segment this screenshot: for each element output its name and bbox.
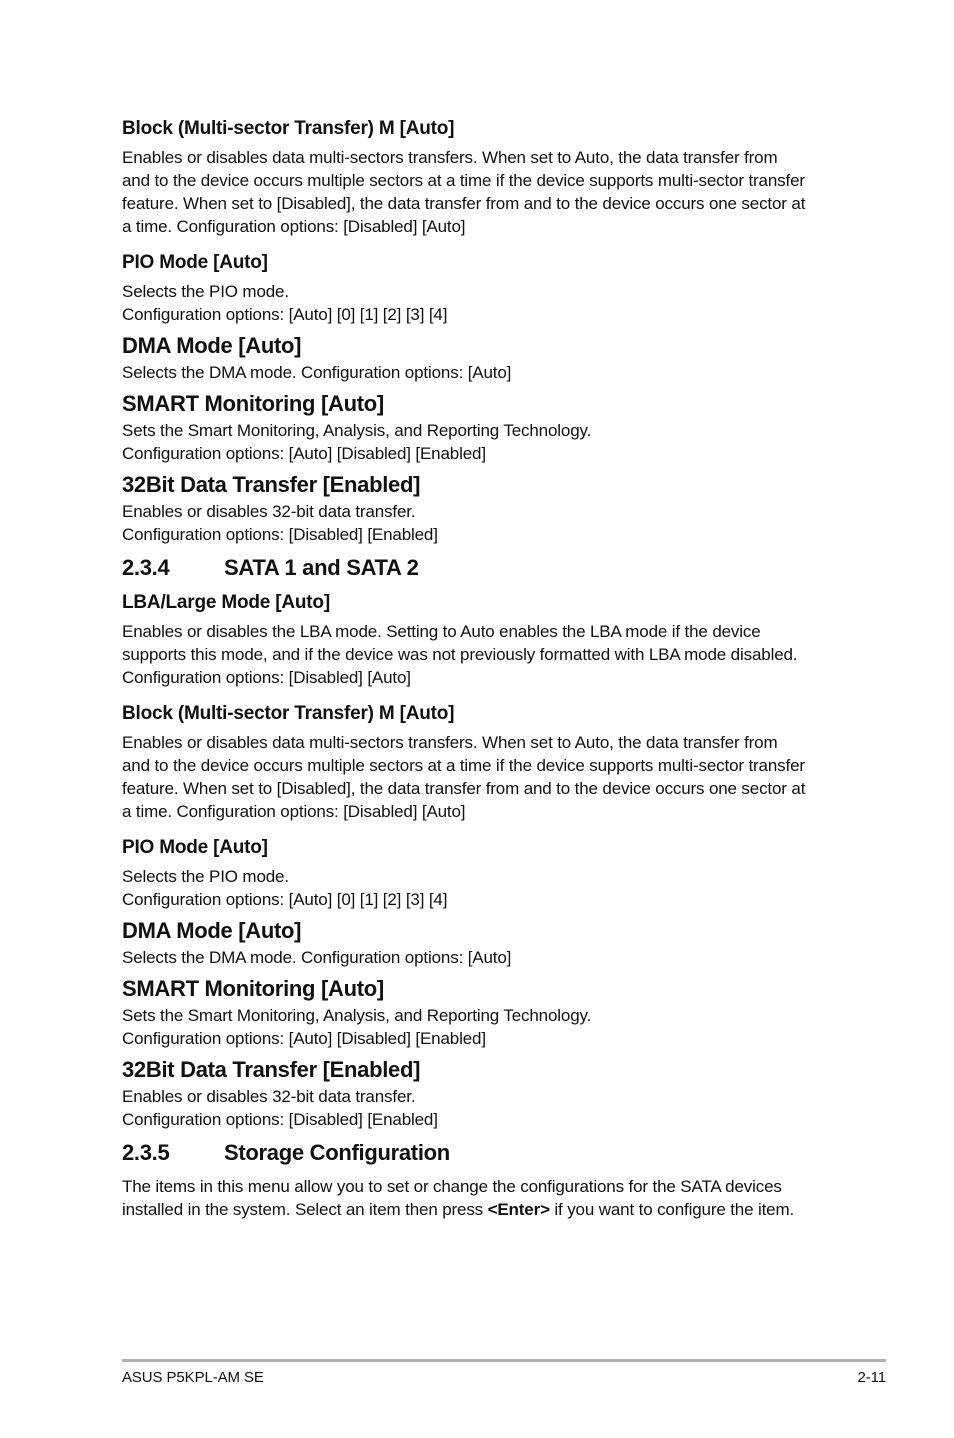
text-line (122, 1198, 842, 1221)
text-line: Selects the PIO mode. (122, 867, 289, 886)
text-line: Selects the DMA mode. Configuration options: [Auto] (122, 948, 512, 967)
text-line: Enables or disables data multi-sectors transfers. When set to Auto, the data transfer from (122, 733, 778, 752)
section-heading (122, 554, 842, 582)
item-description (122, 146, 842, 238)
text-line: Selects the PIO mode. (122, 282, 289, 301)
item-heading: DMA Mode [Auto] (122, 333, 302, 358)
item-heading: Block (Multi-sector Transfer) M [Auto] (122, 118, 455, 139)
text-line: Configuration options: [Auto] [0] [1] [2] [3] [4] (122, 890, 448, 909)
text-line: supports this mode, and if the device was not previously formatted with LBA mode disabled. (122, 645, 798, 664)
text-fragment: installed in the system. Select an item then press (122, 1200, 488, 1219)
item-description (122, 1085, 842, 1131)
item-heading: PIO Mode [Auto] (122, 252, 268, 273)
item-description (122, 280, 842, 326)
footer-product-name: ASUS P5KPL-AM SE (122, 1369, 264, 1386)
section-heading (122, 1139, 842, 1167)
text-line: Configuration options: [Disabled] [Auto] (122, 668, 411, 687)
text-line: Configuration options: [Disabled] [Enabled] (122, 1110, 438, 1129)
page-content (122, 116, 842, 1221)
text-line: Enables or disables the LBA mode. Setting to Auto enables the LBA mode if the device (122, 622, 761, 641)
item-description (122, 1004, 842, 1050)
section-description (122, 1175, 842, 1221)
item-description (122, 620, 842, 689)
item-heading: DMA Mode [Auto] (122, 918, 302, 943)
text-line: Enables or disables 32-bit data transfer. (122, 502, 416, 521)
item-heading: PIO Mode [Auto] (122, 837, 268, 858)
item-description (122, 865, 842, 911)
item-description (122, 500, 842, 546)
text-line: Configuration options: [Auto] [0] [1] [2] [3] [4] (122, 305, 448, 324)
item-heading: SMART Monitoring [Auto] (122, 976, 384, 1001)
section-number: 2.3.4 (122, 555, 170, 580)
section-number: 2.3.5 (122, 1140, 170, 1165)
enter-key-label: <Enter> (487, 1200, 550, 1219)
text-line: a time. Configuration options: [Disabled] [Auto] (122, 217, 466, 236)
footer-row (122, 1362, 886, 1386)
item-heading: LBA/Large Mode [Auto] (122, 592, 330, 613)
text-line: Enables or disables data multi-sectors transfers. When set to Auto, the data transfer from (122, 148, 778, 167)
item-heading: 32Bit Data Transfer [Enabled] (122, 1057, 421, 1082)
item-description (122, 361, 842, 384)
page-footer (122, 1359, 886, 1386)
item-description (122, 731, 842, 823)
section-title: Storage Configuration (224, 1140, 450, 1165)
text-line: Sets the Smart Monitoring, Analysis, and Reporting Technology. (122, 1006, 592, 1025)
item-heading: Block (Multi-sector Transfer) M [Auto] (122, 703, 455, 724)
footer-page-number: 2-11 (857, 1369, 886, 1386)
text-line: Configuration options: [Disabled] [Enabled] (122, 525, 438, 544)
text-line: feature. When set to [Disabled], the data transfer from and to the device occurs one sector at (122, 779, 806, 798)
text-line: Sets the Smart Monitoring, Analysis, and Reporting Technology. (122, 421, 592, 440)
text-fragment: if you want to configure the item. (549, 1200, 795, 1219)
item-description (122, 419, 842, 465)
text-line: The items in this menu allow you to set or change the configurations for the SATA devices (122, 1177, 782, 1196)
item-heading: SMART Monitoring [Auto] (122, 391, 384, 416)
text-line: feature. When set to [Disabled], the data transfer from and to the device occurs one sector at (122, 194, 806, 213)
text-line: Enables or disables 32-bit data transfer. (122, 1087, 416, 1106)
text-line: a time. Configuration options: [Disabled] [Auto] (122, 802, 466, 821)
text-line: Selects the DMA mode. Configuration options: [Auto] (122, 363, 512, 382)
item-description (122, 946, 842, 969)
text-line: Configuration options: [Auto] [Disabled] [Enabled] (122, 1029, 486, 1048)
text-line: and to the device occurs multiple sectors at a time if the device supports multi-sector transfer (122, 171, 805, 190)
item-heading: 32Bit Data Transfer [Enabled] (122, 472, 421, 497)
section-title: SATA 1 and SATA 2 (224, 555, 419, 580)
text-line: Configuration options: [Auto] [Disabled] [Enabled] (122, 444, 486, 463)
text-line: and to the device occurs multiple sectors at a time if the device supports multi-sector transfer (122, 756, 805, 775)
